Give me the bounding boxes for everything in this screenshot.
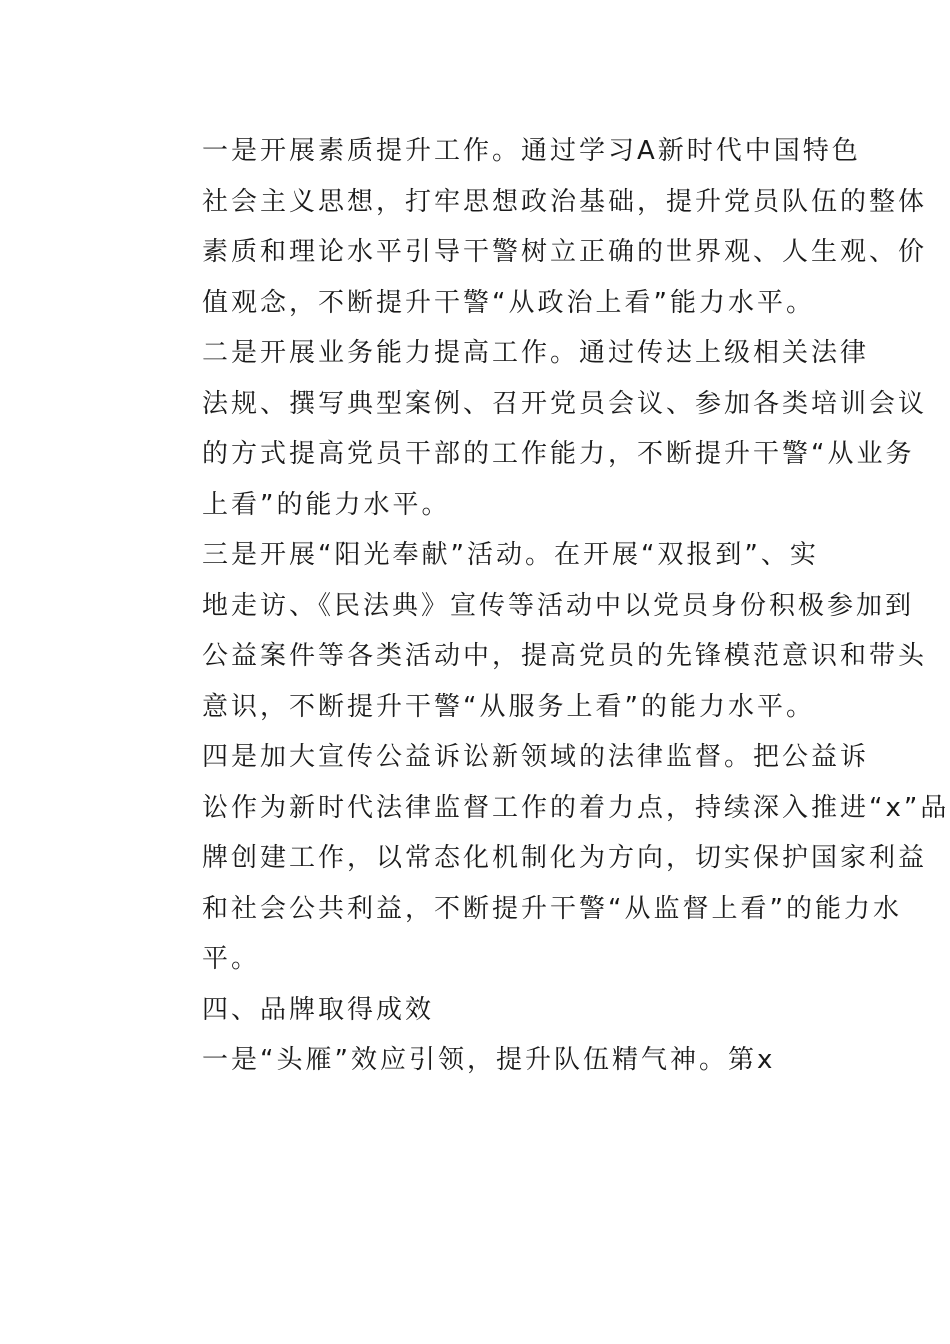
- text-line: 值观念，不断提升干警“从政治上看”能力水平。: [202, 287, 815, 318]
- text-line: 二是开展业务能力提高工作。通过传达上级相关法律: [202, 338, 870, 368]
- text-line: 平。: [202, 944, 261, 974]
- text-line: 素质和理论水平引导干警树立正确的世界观、人生观、价: [202, 237, 928, 267]
- paragraph-public-interest-litigation: [146, 732, 950, 985]
- document-body: [146, 126, 950, 1086]
- paragraph-quality-improvement: [146, 126, 928, 328]
- text-line: 意识，不断提升干警“从服务上看”的能力水平。: [202, 691, 815, 722]
- text-line: 四是加大宣传公益诉讼新领域的法律监督。把公益诉: [202, 742, 870, 772]
- text-line: 社会主义思想，打牢思想政治基础，提升党员队伍的整体: [202, 186, 928, 217]
- paragraph-sunshine-dedication: [146, 530, 928, 732]
- text-line: 的方式提高党员干部的工作能力，不断提升干警“从业务: [202, 439, 915, 469]
- text-line: 法规、撰写典型案例、召开党员会议、参加各类培训会议: [202, 388, 928, 419]
- text-line: 上看”的能力水平。: [202, 489, 451, 520]
- text-line: 讼作为新时代法律监督工作的着力点，持续深入推进“x”品: [202, 792, 950, 823]
- paragraph-lead-goose-effect: [146, 1035, 806, 1086]
- text-line: 四、品牌取得成效: [202, 994, 435, 1025]
- text-line: 公益案件等各类活动中，提高党员的先锋模范意识和带头: [202, 641, 928, 671]
- text-line: 地走访、《民法典》宣传等活动中以党员身份积极参加到: [202, 590, 915, 621]
- text-line: 一是“头雁”效应引领，提升队伍精气神。第x: [202, 1045, 776, 1075]
- text-line: 三是开展“阳光奉献”活动。在开展“双报到”、实: [202, 540, 819, 570]
- text-line: 和社会公共利益，不断提升干警“从监督上看”的能力水: [202, 893, 902, 924]
- text-line: 牌创建工作，以常态化机制化为方向，切实保护国家利益: [202, 843, 928, 873]
- section-heading-brand-results: [146, 985, 806, 1036]
- text-line: 一是开展素质提升工作。通过学习A新时代中国特色: [202, 136, 861, 166]
- paragraph-business-ability: [146, 328, 928, 530]
